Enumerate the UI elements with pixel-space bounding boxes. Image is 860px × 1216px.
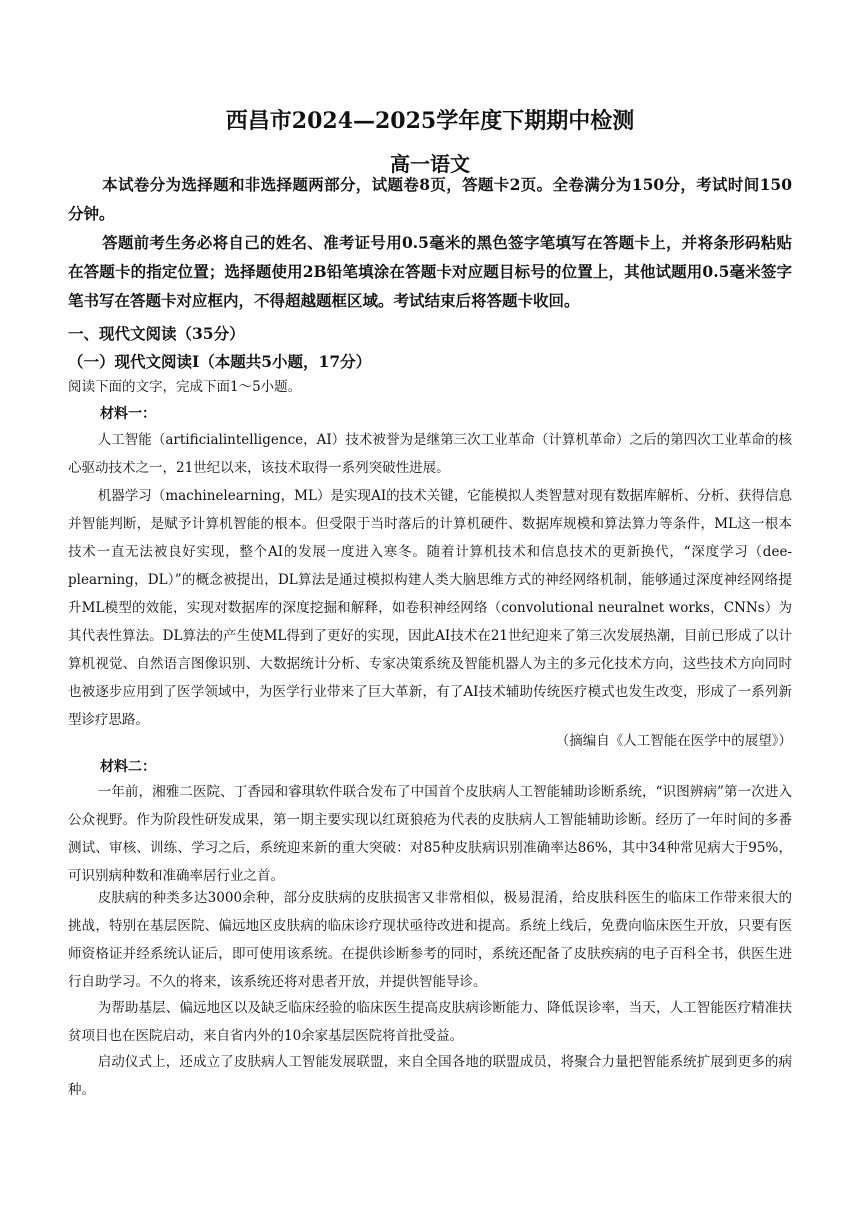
section-heading: 一、现代文阅读（35分） — [68, 324, 245, 343]
instruction-paragraph-2: 答题前考生务必将自己的姓名、准考证号用0.5毫米的黑色签字笔填写在答题卡上，并将条形码粘贴在答题卡的指定位置；选择题使用2B铅笔填涂在答题卡对应题目标号的位置上，其他试题用0.5毫米签字笔书写在答题卡对应框内，不得超越题框区域。考试结束后将答题卡收回。 — [68, 233, 792, 310]
material2-paragraph-4: 启动仪式上，还成立了皮肤病人工智能发展联盟，来自全国各地的联盟成员，将聚合力量把智能系统扩展到更多的病种。 — [68, 1054, 792, 1098]
material2-paragraph-1: 一年前，湘雅二医院、丁香园和睿琪软件联合发布了中国首个皮肤病人工智能辅助诊断系统，“识图辨病”第一次进入公众视野。作为阶段性研发成果，第一期主要实现以红斑狼疮为代表的皮肤病人工智能辅助诊断。经历了一年时间的多番测试、审核、训练、学习之后，系统迎来新的重大突破：对85种皮肤病识别准确率达86%，其中34种常见病大于95%，可识别病种数和准确率居行业之首。 — [68, 784, 792, 884]
instruction-paragraph-1: 本试卷分为选择题和非选择题两部分，试题卷8页，答题卡2页。全卷满分为150分，考试时间150分钟。 — [68, 175, 792, 223]
task-prompt: 阅读下面的文字，完成下面1～5小题。 — [68, 379, 302, 395]
subsection-heading: （一）现代文阅读Ⅰ（本题共5小题，17分） — [68, 352, 372, 371]
material2-paragraph-2: 皮肤病的种类多达3000余种，部分皮肤病的皮肤损害又非常相似，极易混淆，给皮肤科医生的临床工作带来很大的挑战，特别在基层医院、偏远地区皮肤病的临床诊疗现状亟待改进和提高。系统上线后，免费向临床医生开放，只要有医师资格证并经系统认证后，即可使用该系统。在提供诊断参考的同时，系统还配备了皮肤疾病的电子百科全书，供医生进行自助学习。不久的将来，该系统还将对患者开放，并提供智能导诊。 — [68, 890, 792, 990]
material2-paragraph-3: 为帮助基层、偏远地区以及缺乏临床经验的临床医生提高皮肤病诊断能力、降低误诊率，当天，人工智能医疗精准扶贫项目也在医院启动，来自省内外的10余家基层医院将首批受益。 — [68, 1000, 792, 1044]
exam-title: 西昌市2024—2025学年度下期期中检测 — [225, 108, 635, 134]
material1-paragraph-1: 人工智能（artificialintelligence，AI）技术被誉为是继第三次工业革命（计算机革命）之后的第四次工业革命的核心驱动技术之一，21世纪以来，该技术取得一系列突破性进展。 — [68, 432, 792, 476]
material1-label: 材料一： — [100, 406, 156, 422]
exam-subject: 高一语文 — [390, 152, 470, 176]
material2-label: 材料二： — [100, 759, 156, 775]
material1-paragraph-2: 机器学习（machinelearning，ML）是实现AI的技术关键，它能模拟人类智慧对现有数据库解析、分析、获得信息并智能判断，是赋予计算机智能的根本。但受限于当时落后的计算机硬件、数据库规模和算法算力等条件，ML这一根本技术一直无法被良好实现，整个AI的发展一度进入寒冬。随着计算机技术和信息技术的更新换代，“深度学习（dee-plearning，DL）”的概念被提出，DL算法是通过模拟构建人类大脑思维方式的神经网络机制，能够通过深度神经网络提升ML模型的效能，实现对数据库的深度挖掘和解释，如卷积神经网络（convolutional neuralnet works，CNNs）为其代表性算法。DL算法的产生使ML得到了更好的实现，因此AI技术在21世纪迎来了第三次发展热潮，目前已形成了以计算机视觉、自然语言图像识别、大数据统计分析、专家决策系统及智能机器人为主的多元化技术方向，这些技术方向同时也被逐步应用到了医学领域中，为医学行业带来了巨大革新，有了AI技术辅助传统医疗模式也发生改变，形成了一系列新型诊疗思路。 — [68, 488, 792, 728]
material1-source: （摘编自《人工智能在医学中的展望》） — [555, 733, 792, 749]
